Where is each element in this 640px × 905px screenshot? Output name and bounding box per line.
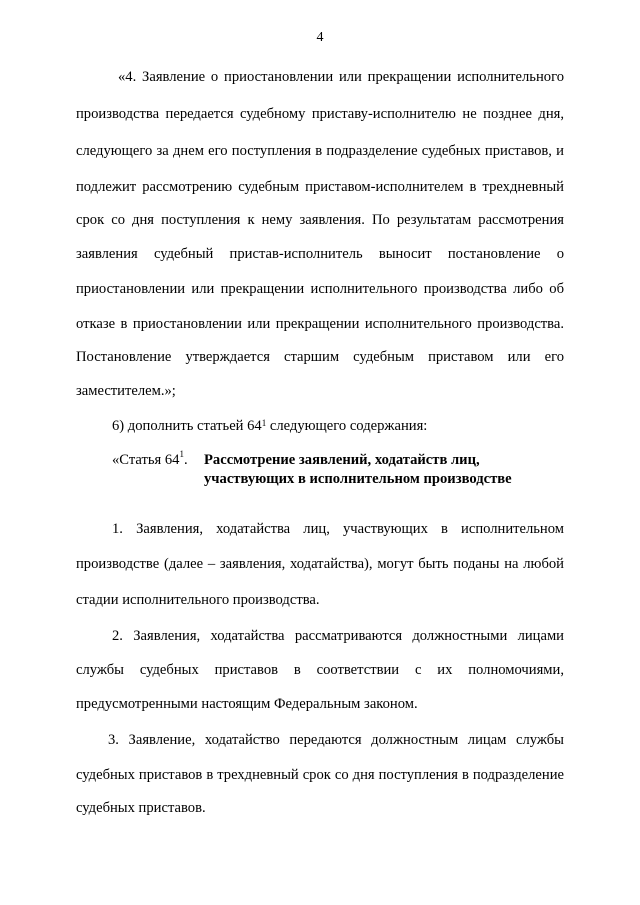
article-label-prefix: «Статья 64 [112,452,180,468]
paragraph-line: производства передается судебному приставу-исполнителю не позднее дня, [76,106,564,122]
clause-line: 3. Заявление, ходатайство передаются должностным лицам службы [108,732,564,748]
paragraph-line: следующего за днем его поступления в подразделение судебных приставов, и [76,143,564,159]
article-title-line-1: Рассмотрение заявлений, ходатайств лиц, [204,452,480,468]
paragraph-line: срок со дня поступления к нему заявления. По результатам рассмотрения [76,212,564,228]
paragraph-line: подлежит рассмотрению судебным приставом-исполнителем в трехдневный [76,179,564,195]
clause-line: 1. Заявления, ходатайства лиц, участвующих в исполнительном [112,521,564,537]
clause-line: производстве (далее – заявления, ходатайства), могут быть поданы на любой [76,556,564,572]
article-title-line-2: участвующих в исполнительном производстве [204,471,512,487]
paragraph-line: Постановление утверждается старшим судебным приставом или его [76,349,564,365]
item-6-text: 6) дополнить статьей 64 [112,418,262,434]
item-6-text-end: следующего содержания: [266,418,428,434]
clause-line: стадии исполнительного производства. [76,592,320,608]
clause-line: судебных приставов. [76,800,206,816]
paragraph-line: отказе в приостановлении или прекращении исполнительного производства. [76,316,564,332]
article-label-superscript: 1 [179,449,184,459]
item-6-superscript: 1 [261,418,267,428]
clause-line: предусмотренными настоящим Федеральным законом. [76,696,418,712]
clause-line: судебных приставов в трехдневный срок со дня поступления в подразделение [76,767,564,783]
page-number: 4 [316,30,324,45]
paragraph-line: приостановлении или прекращении исполнительного производства либо об [76,281,564,297]
article-label [112,449,188,469]
article-label-suffix: . [183,452,188,468]
clause-line: 2. Заявления, ходатайства рассматриваются должностными лицами [112,628,564,644]
paragraph-line: заместителем.»; [76,383,176,399]
paragraph-line: «4. Заявление о приостановлении или прекращении исполнительного [118,69,564,85]
paragraph-line: заявления судебный пристав-исполнитель выносит постановление о [76,246,564,262]
amendment-item-6 [112,417,564,435]
clause-line: службы судебных приставов в соответствии с их полномочиями, [76,662,564,678]
